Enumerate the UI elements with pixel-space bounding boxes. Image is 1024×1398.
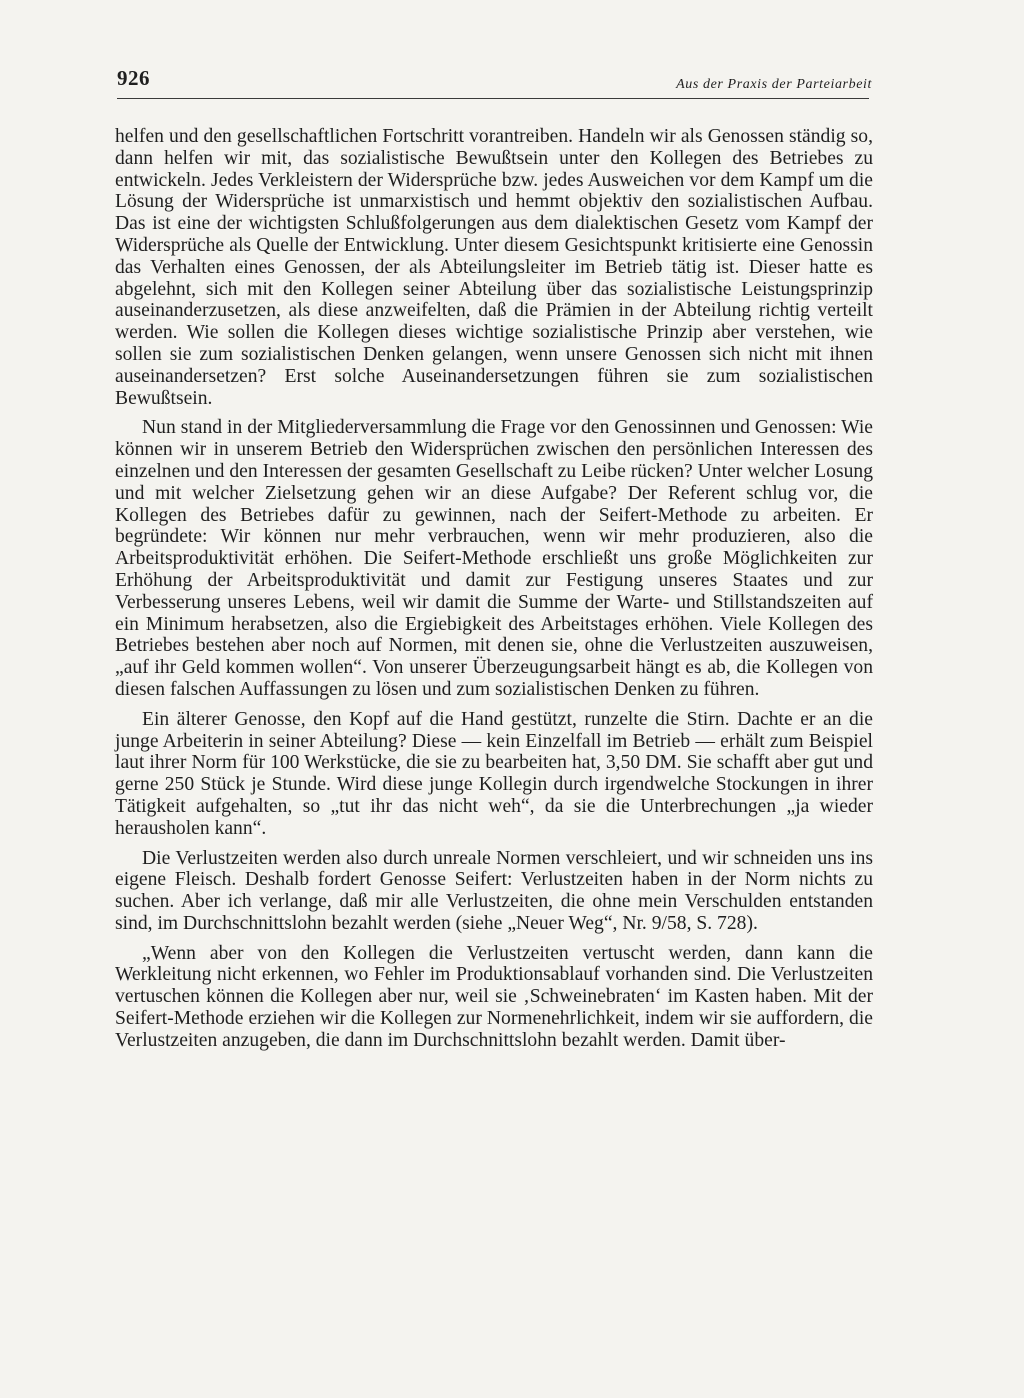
body-text: [115, 126, 873, 1060]
header-rule: [117, 98, 869, 99]
running-title: Aus der Praxis der Parteiarbeit: [676, 77, 872, 92]
paragraph: helfen und den gesellschaftlichen Fortschritt vorantreiben. Handeln wir als Genossen ständig so, dann helfen wir mit, das sozialistische Bewußtsein unter den Kollegen des Betriebes zu entwickeln. Jedes Verkleistern der Widersprüche bzw. jedes Ausweichen vor dem Kampf um die Lösung der Widersprüche ist unmarxistisch und hemmt objektiv den sozialistischen Aufbau. Das ist eine der wichtigsten Schlußfolgerungen aus dem dialektischen Gesetz vom Kampf der Widersprüche als Quelle der Entwicklung. Unter diesem Gesichtspunkt kritisierte eine Genossin das Verhalten eines Genossen, der als Abteilungsleiter im Betrieb tätig ist. Dieser hatte es abgelehnt, sich mit den Kollegen seiner Abteilung über das sozialistische Leistungsprinzip auseinanderzusetzen, als diese anzweifelten, daß die Prämien in der Abteilung richtig verteilt werden. Wie sollen die Kollegen dieses wichtige sozialistische Prinzip aber verstehen, wie sollen sie zum sozialistischen Denken gelangen, wenn unsere Genossen sich nicht mit ihnen auseinandersetzen? Erst solche Auseinandersetzungen führen sie zum sozialistischen Bewußtsein.: [115, 126, 873, 409]
paragraph: Die Verlustzeiten werden also durch unreale Normen verschleiert, und wir schneiden uns ins eigene Fleisch. Deshalb fordert Genosse Seifert: Verlustzeiten haben in der Norm nichts zu suchen. Aber ich verlange, daß mir alle Verlustzeiten, die ohne mein Verschulden entstanden sind, im Durchschnittslohn bezahlt werden (siehe „Neuer Weg“, Nr. 9/58, S. 728).: [115, 847, 873, 934]
page-number: 926: [117, 66, 150, 90]
paragraph: Ein älterer Genosse, den Kopf auf die Hand gestützt, runzelte die Stirn. Dachte er an die junge Arbeiterin in seiner Abteilung? Diese — kein Einzelfall im Betrieb — erhält zum Beispiel laut ihrer Norm für 100 Werkstücke, die sie zu bearbeiten hat, 3,50 DM. Sie schafft aber gut und gerne 250 Stück je Stunde. Wird diese junge Kollegin durch irgendwelche Stockungen in ihrer Tätigkeit aufgehalten, so „tut ihr das nicht weh“, da sie die Unterbrechungen „ja wieder herausholen kann“.: [115, 708, 873, 839]
paragraph: „Wenn aber von den Kollegen die Verlustzeiten vertuscht werden, dann kann die Werkleitung nicht erkennen, wo Fehler im Produktionsablauf vorhanden sind. Die Verlustzeiten vertuschen können die Kollegen aber nur, weil sie ‚Schweinebraten‘ im Kasten haben. Mit der Seifert-Methode erziehen wir die Kollegen zur Normenehrlichkeit, indem wir sie auffordern, die Verlustzeiten anzugeben, die dann im Durchschnittslohn bezahlt werden. Damit über-: [115, 942, 873, 1051]
paragraph: Nun stand in der Mitgliederversammlung die Frage vor den Genossinnen und Genossen: Wie können wir in unserem Betrieb den Widersprüchen zwischen den persönlichen Interessen des einzelnen und den Interessen der gesamten Gesellschaft zu Leibe rücken? Unter welcher Losung und mit welcher Zielsetzung gehen wir an diese Aufgabe? Der Referent schlug vor, die Kollegen des Betriebes dafür zu gewinnen, nach der Seifert-Methode zu arbeiten. Er begründete: Wir können nur mehr verbrauchen, wenn wir mehr produzieren, also die Arbeitsproduktivität erhöhen. Die Seifert-Methode erschließt uns große Möglichkeiten zur Erhöhung der Arbeitsproduktivität und damit zur Festigung unseres Staates und zur Verbesserung unseres Lebens, weil wir damit die Summe der Warte- und Stillstandszeiten auf ein Minimum herabsetzen, also die Ergiebigkeit des Arbeitstages erhöhen. Viele Kollegen des Betriebes bestehen aber noch auf Normen, mit denen sie, ohne die Verlustzeiten auszuweisen, „auf ihr Geld kommen wollen“. Von unserer Überzeugungsarbeit hängt es ab, die Kollegen von diesen falschen Auffassungen zu lösen und zum sozialistischen Denken zu führen.: [115, 417, 873, 700]
